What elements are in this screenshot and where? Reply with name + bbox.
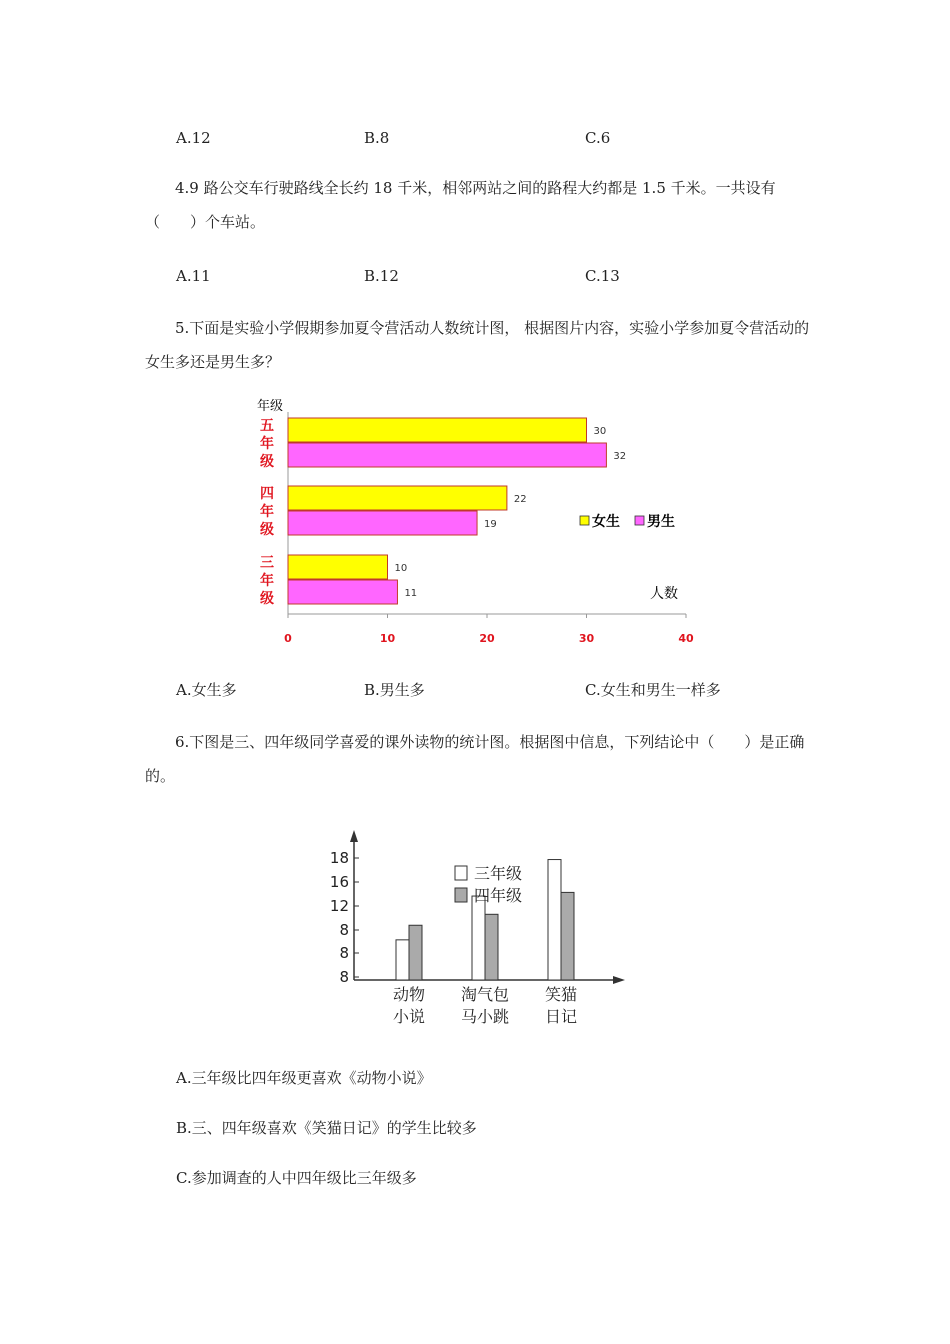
q6-option-c[interactable]: C.参加调查的人中四年级比三年级多 bbox=[176, 1169, 417, 1187]
category-label: 小说 bbox=[392, 1007, 426, 1026]
bar-value-label: 11 bbox=[404, 588, 418, 599]
bar-value-label: 22 bbox=[513, 494, 527, 505]
bar-女生-三年级 bbox=[288, 555, 388, 579]
bar-四年级-动物小说 bbox=[409, 925, 422, 980]
category-label-char: 级 bbox=[260, 591, 274, 607]
category-label-char: 四 bbox=[260, 486, 274, 502]
bar-value-label: 19 bbox=[484, 519, 497, 530]
y-tick-label: 8 bbox=[339, 968, 349, 986]
x-axis-arrow bbox=[613, 976, 625, 984]
bar-四年级-淘气包马小跳 bbox=[485, 914, 498, 980]
y-tick-label: 18 bbox=[329, 849, 349, 867]
legend-swatch-三年级 bbox=[455, 866, 467, 880]
q4-option-c[interactable]: C.13 bbox=[585, 267, 620, 285]
y-tick-label: 8 bbox=[339, 944, 349, 962]
bar-value-label: 32 bbox=[613, 451, 627, 462]
q6-text: 6.下图是三、四年级同学喜爱的课外读物的统计图。根据图中信息，下列结论中（ ）是正确的。 bbox=[145, 733, 805, 785]
legend-label-女生: 女生 bbox=[592, 514, 620, 530]
y-tick-label: 8 bbox=[339, 921, 349, 939]
q3-option-b[interactable]: B.8 bbox=[364, 129, 390, 147]
y-axis-arrow bbox=[350, 830, 358, 842]
category-label-char: 级 bbox=[260, 522, 274, 538]
legend-swatch-女生 bbox=[580, 516, 589, 525]
q6-option-b[interactable]: B.三、四年级喜欢《笑猫日记》的学生比较多 bbox=[176, 1119, 477, 1137]
category-label-char: 级 bbox=[260, 454, 274, 470]
bar-三年级-淘气包马小跳 bbox=[472, 896, 485, 980]
bar-四年级-笑猫日记 bbox=[561, 892, 574, 980]
category-label-char: 年 bbox=[260, 436, 274, 452]
category-label-char: 年 bbox=[260, 504, 274, 520]
q5-option-a[interactable]: A.女生多 bbox=[176, 681, 237, 699]
x-tick-label: 40 bbox=[678, 632, 694, 645]
category-label: 淘气包 bbox=[460, 985, 510, 1004]
x-tick-label: 30 bbox=[578, 632, 595, 645]
x-axis-label: 人数 bbox=[650, 586, 678, 602]
legend-label-男生: 男生 bbox=[647, 514, 675, 530]
q4-option-a[interactable]: A.11 bbox=[176, 267, 211, 285]
bar-value-label: 10 bbox=[394, 563, 408, 574]
q4-text: 4.9 路公交车行驶路线全长约 18 千米，相邻两站之间的路程大约都是 1.5 千米。一共设有（ ）个车站。 bbox=[145, 179, 776, 231]
x-tick-label: 10 bbox=[379, 632, 396, 645]
q5-option-c[interactable]: C.女生和男生一样多 bbox=[585, 681, 721, 699]
bar-男生-三年级 bbox=[288, 580, 397, 604]
q3-option-a[interactable]: A.12 bbox=[176, 129, 211, 147]
q5-option-b[interactable]: B.男生多 bbox=[364, 681, 425, 699]
category-label: 日记 bbox=[544, 1007, 578, 1026]
bar-value-label: 30 bbox=[593, 426, 607, 437]
legend-label-三年级: 三年级 bbox=[474, 864, 523, 883]
bar-男生-五年级 bbox=[288, 443, 606, 467]
bar-女生-五年级 bbox=[288, 418, 587, 442]
category-label: 马小跳 bbox=[460, 1007, 510, 1026]
y-tick-label: 12 bbox=[329, 897, 349, 915]
bar-三年级-动物小说 bbox=[396, 940, 409, 980]
category-label: 动物 bbox=[392, 985, 426, 1004]
camp-participants-bar-chart bbox=[240, 390, 710, 655]
reading-preference-bar-chart bbox=[320, 822, 640, 1032]
legend-swatch-四年级 bbox=[455, 888, 467, 902]
bar-三年级-笑猫日记 bbox=[548, 860, 561, 980]
legend-swatch-男生 bbox=[635, 516, 644, 525]
bar-女生-四年级 bbox=[288, 486, 507, 510]
category-label-char: 年 bbox=[260, 573, 274, 589]
q5-text: 5.下面是实验小学假期参加夏令营活动人数统计图， 根据图片内容，实验小学参加夏令营活动的女生多还是男生多？ bbox=[145, 319, 810, 371]
x-tick-label: 20 bbox=[479, 632, 495, 645]
legend-label-四年级: 四年级 bbox=[474, 886, 523, 905]
x-tick-label: 0 bbox=[284, 632, 292, 645]
q3-option-c[interactable]: C.6 bbox=[585, 129, 611, 147]
y-tick-label: 16 bbox=[329, 873, 349, 891]
y-axis-label: 年级 bbox=[257, 399, 284, 414]
bar-男生-四年级 bbox=[288, 511, 477, 535]
category-label-char: 三 bbox=[260, 555, 274, 571]
category-label-char: 五 bbox=[260, 418, 274, 434]
q6-option-a[interactable]: A.三年级比四年级更喜欢《动物小说》 bbox=[176, 1069, 432, 1087]
category-label: 笑猫 bbox=[544, 985, 578, 1004]
q4-option-b[interactable]: B.12 bbox=[364, 267, 399, 285]
